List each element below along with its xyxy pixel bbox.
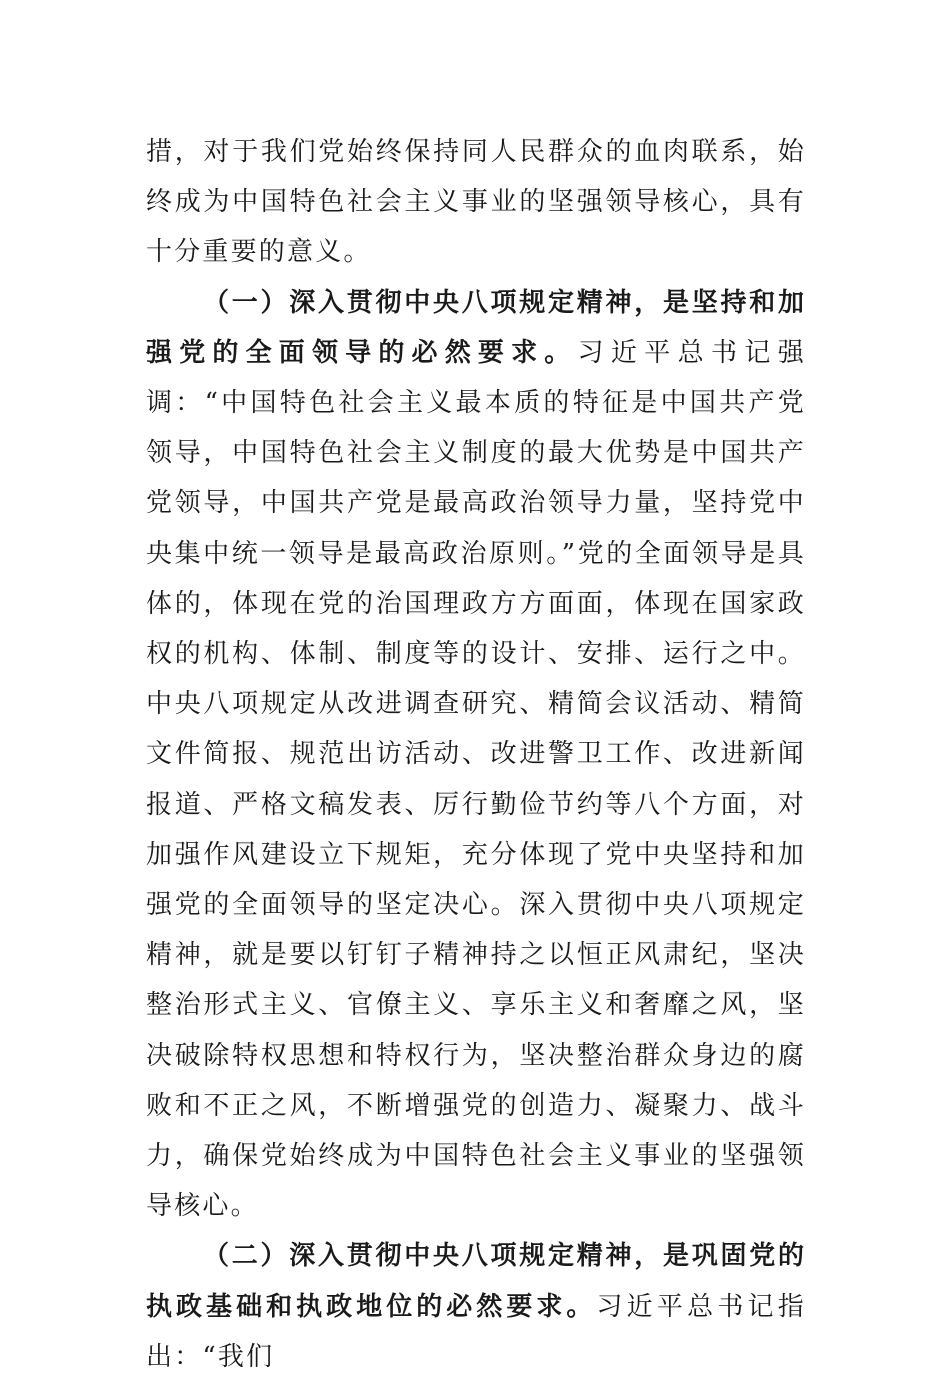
document-body <box>146 127 806 1382</box>
section-one-body: 习近平总书记强调：“中国特色社会主义最本质的特征是中国共产党领导，中国特色社会主义制度的最大优势是中国共产党领导，中国共产党是最高政治领导力量，坚持党中央集中统一领导是最高政治原则。”党的全面领导是具体的，体现在党的治国理政方方面面，体现在国家政权的机构、体制、制度等的设计、安排、运行之中。中央八项规定从改进调查研究、精简会议活动、精简文件简报、规范出访活动、改进警卫工作、改进新闻报道、严格文稿发表、厉行勤俭节约等八个方面，对加强作风建设立下规矩，充分体现了党中央坚持和加强党的全面领导的坚定决心。深入贯彻中央八项规定精神，就是要以钉钉子精神持之以恒正风肃纪，坚决整治形式主义、官僚主义、享乐主义和奢靡之风，坚决破除特权思想和特权行为，坚决整治群众身边的腐败和不正之风，不断增强党的创造力、凝聚力、战斗力，确保党始终成为中国特色社会主义事业的坚强领导核心。 <box>146 337 806 1222</box>
section-two-paragraph <box>146 1231 806 1382</box>
section-two-body: 习近平总书记指出：“我们 <box>146 1291 806 1372</box>
section-one-heading: （一）深入贯彻中央八项规定精神，是坚持和加强党的全面领导的必然要求。 <box>146 287 806 368</box>
paragraph-continued <box>146 127 806 278</box>
section-two-heading: （二）深入贯彻中央八项规定精神，是巩固党的执政基础和执政地位的必然要求。 <box>146 1241 806 1322</box>
paragraph-text: 措，对于我们党始终保持同人民群众的血肉联系，始终成为中国特色社会主义事业的坚强领导核心，具有十分重要的意义。 <box>146 137 806 268</box>
section-one-paragraph <box>146 278 806 1232</box>
